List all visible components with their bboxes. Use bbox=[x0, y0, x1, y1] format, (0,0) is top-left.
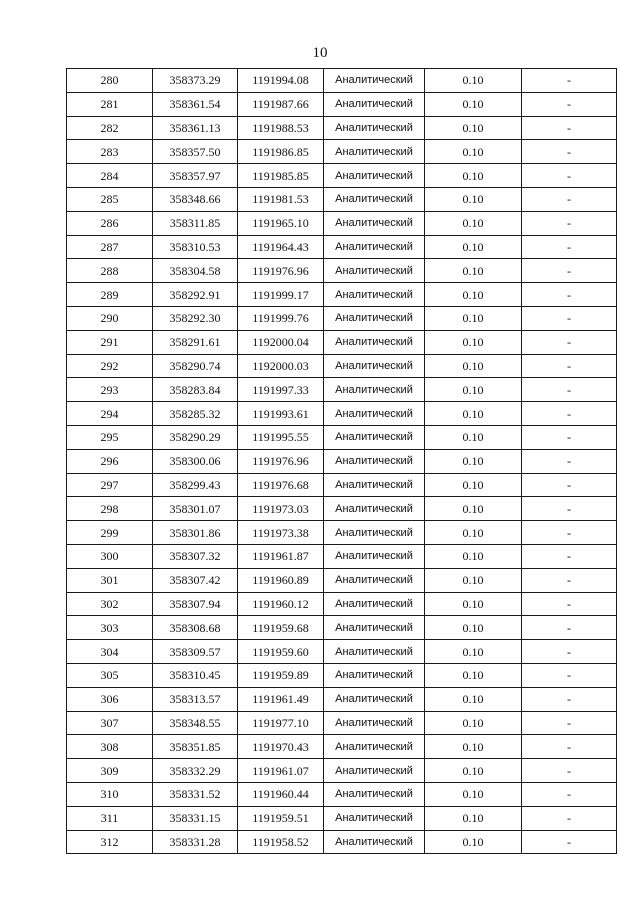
point-number-cell: 302 bbox=[67, 592, 153, 616]
accuracy-cell: 0.10 bbox=[425, 378, 522, 402]
table-row bbox=[67, 830, 617, 854]
accuracy-cell: 0.10 bbox=[425, 473, 522, 497]
table-row bbox=[67, 354, 617, 378]
note-cell: - bbox=[522, 497, 617, 521]
x-coordinate-cell: 358291.61 bbox=[153, 330, 238, 354]
note-cell: - bbox=[522, 521, 617, 545]
y-coordinate-cell: 1191985.85 bbox=[238, 164, 324, 188]
point-number-cell: 298 bbox=[67, 497, 153, 521]
table-row bbox=[67, 592, 617, 616]
table-row bbox=[67, 759, 617, 783]
y-coordinate-cell: 1191960.12 bbox=[238, 592, 324, 616]
x-coordinate-cell: 358351.85 bbox=[153, 735, 238, 759]
method-cell: Аналитический bbox=[324, 306, 425, 330]
note-cell: - bbox=[522, 425, 617, 449]
point-number-cell: 296 bbox=[67, 449, 153, 473]
accuracy-cell: 0.10 bbox=[425, 497, 522, 521]
accuracy-cell: 0.10 bbox=[425, 116, 522, 140]
point-number-cell: 306 bbox=[67, 687, 153, 711]
method-cell: Аналитический bbox=[324, 211, 425, 235]
table-row bbox=[67, 235, 617, 259]
accuracy-cell: 0.10 bbox=[425, 568, 522, 592]
method-cell: Аналитический bbox=[324, 687, 425, 711]
method-cell: Аналитический bbox=[324, 402, 425, 426]
accuracy-cell: 0.10 bbox=[425, 544, 522, 568]
note-cell: - bbox=[522, 259, 617, 283]
note-cell: - bbox=[522, 378, 617, 402]
y-coordinate-cell: 1191999.76 bbox=[238, 306, 324, 330]
point-number-cell: 308 bbox=[67, 735, 153, 759]
note-cell: - bbox=[522, 735, 617, 759]
note-cell: - bbox=[522, 116, 617, 140]
point-number-cell: 307 bbox=[67, 711, 153, 735]
x-coordinate-cell: 358309.57 bbox=[153, 640, 238, 664]
accuracy-cell: 0.10 bbox=[425, 92, 522, 116]
method-cell: Аналитический bbox=[324, 711, 425, 735]
point-number-cell: 292 bbox=[67, 354, 153, 378]
y-coordinate-cell: 1191994.08 bbox=[238, 69, 324, 93]
y-coordinate-cell: 1191965.10 bbox=[238, 211, 324, 235]
point-number-cell: 290 bbox=[67, 306, 153, 330]
method-cell: Аналитический bbox=[324, 592, 425, 616]
y-coordinate-cell: 1192000.04 bbox=[238, 330, 324, 354]
note-cell: - bbox=[522, 663, 617, 687]
note-cell: - bbox=[522, 687, 617, 711]
note-cell: - bbox=[522, 473, 617, 497]
point-number-cell: 286 bbox=[67, 211, 153, 235]
accuracy-cell: 0.10 bbox=[425, 830, 522, 854]
point-number-cell: 289 bbox=[67, 283, 153, 307]
table-row bbox=[67, 259, 617, 283]
x-coordinate-cell: 358307.32 bbox=[153, 544, 238, 568]
x-coordinate-cell: 358299.43 bbox=[153, 473, 238, 497]
x-coordinate-cell: 358348.55 bbox=[153, 711, 238, 735]
point-number-cell: 285 bbox=[67, 187, 153, 211]
note-cell: - bbox=[522, 92, 617, 116]
method-cell: Аналитический bbox=[324, 92, 425, 116]
table-row bbox=[67, 806, 617, 830]
method-cell: Аналитический bbox=[324, 640, 425, 664]
table-row bbox=[67, 330, 617, 354]
y-coordinate-cell: 1191961.87 bbox=[238, 544, 324, 568]
method-cell: Аналитический bbox=[324, 616, 425, 640]
x-coordinate-cell: 358290.29 bbox=[153, 425, 238, 449]
table-row bbox=[67, 735, 617, 759]
table-row bbox=[67, 140, 617, 164]
method-cell: Аналитический bbox=[324, 735, 425, 759]
method-cell: Аналитический bbox=[324, 449, 425, 473]
x-coordinate-cell: 358310.45 bbox=[153, 663, 238, 687]
note-cell: - bbox=[522, 449, 617, 473]
note-cell: - bbox=[522, 187, 617, 211]
y-coordinate-cell: 1191958.52 bbox=[238, 830, 324, 854]
table-row bbox=[67, 211, 617, 235]
method-cell: Аналитический bbox=[324, 663, 425, 687]
accuracy-cell: 0.10 bbox=[425, 259, 522, 283]
table-row bbox=[67, 687, 617, 711]
accuracy-cell: 0.10 bbox=[425, 616, 522, 640]
note-cell: - bbox=[522, 402, 617, 426]
accuracy-cell: 0.10 bbox=[425, 592, 522, 616]
table-row bbox=[67, 425, 617, 449]
y-coordinate-cell: 1191961.49 bbox=[238, 687, 324, 711]
table-row bbox=[67, 306, 617, 330]
accuracy-cell: 0.10 bbox=[425, 354, 522, 378]
x-coordinate-cell: 358361.54 bbox=[153, 92, 238, 116]
y-coordinate-cell: 1191961.07 bbox=[238, 759, 324, 783]
accuracy-cell: 0.10 bbox=[425, 187, 522, 211]
x-coordinate-cell: 358290.74 bbox=[153, 354, 238, 378]
coordinates-table bbox=[66, 68, 617, 854]
table-row bbox=[67, 711, 617, 735]
note-cell: - bbox=[522, 235, 617, 259]
x-coordinate-cell: 358357.50 bbox=[153, 140, 238, 164]
y-coordinate-cell: 1191977.10 bbox=[238, 711, 324, 735]
accuracy-cell: 0.10 bbox=[425, 283, 522, 307]
accuracy-cell: 0.10 bbox=[425, 69, 522, 93]
y-coordinate-cell: 1191976.96 bbox=[238, 449, 324, 473]
method-cell: Аналитический bbox=[324, 283, 425, 307]
table-row bbox=[67, 521, 617, 545]
y-coordinate-cell: 1191986.85 bbox=[238, 140, 324, 164]
method-cell: Аналитический bbox=[324, 497, 425, 521]
y-coordinate-cell: 1191959.51 bbox=[238, 806, 324, 830]
note-cell: - bbox=[522, 806, 617, 830]
point-number-cell: 305 bbox=[67, 663, 153, 687]
note-cell: - bbox=[522, 711, 617, 735]
method-cell: Аналитический bbox=[324, 354, 425, 378]
note-cell: - bbox=[522, 306, 617, 330]
x-coordinate-cell: 358301.07 bbox=[153, 497, 238, 521]
accuracy-cell: 0.10 bbox=[425, 235, 522, 259]
table-row bbox=[67, 544, 617, 568]
accuracy-cell: 0.10 bbox=[425, 164, 522, 188]
y-coordinate-cell: 1191981.53 bbox=[238, 187, 324, 211]
method-cell: Аналитический bbox=[324, 759, 425, 783]
method-cell: Аналитический bbox=[324, 544, 425, 568]
table-row bbox=[67, 116, 617, 140]
method-cell: Аналитический bbox=[324, 830, 425, 854]
method-cell: Аналитический bbox=[324, 69, 425, 93]
point-number-cell: 312 bbox=[67, 830, 153, 854]
table-row bbox=[67, 568, 617, 592]
x-coordinate-cell: 358307.94 bbox=[153, 592, 238, 616]
method-cell: Аналитический bbox=[324, 187, 425, 211]
note-cell: - bbox=[522, 759, 617, 783]
x-coordinate-cell: 358332.29 bbox=[153, 759, 238, 783]
accuracy-cell: 0.10 bbox=[425, 521, 522, 545]
table-row bbox=[67, 663, 617, 687]
table-row bbox=[67, 187, 617, 211]
x-coordinate-cell: 358331.15 bbox=[153, 806, 238, 830]
x-coordinate-cell: 358313.57 bbox=[153, 687, 238, 711]
point-number-cell: 309 bbox=[67, 759, 153, 783]
table-row bbox=[67, 473, 617, 497]
table-body bbox=[67, 69, 617, 854]
x-coordinate-cell: 358357.97 bbox=[153, 164, 238, 188]
point-number-cell: 297 bbox=[67, 473, 153, 497]
note-cell: - bbox=[522, 782, 617, 806]
y-coordinate-cell: 1191959.60 bbox=[238, 640, 324, 664]
table-row bbox=[67, 69, 617, 93]
point-number-cell: 293 bbox=[67, 378, 153, 402]
point-number-cell: 301 bbox=[67, 568, 153, 592]
x-coordinate-cell: 358292.30 bbox=[153, 306, 238, 330]
note-cell: - bbox=[522, 568, 617, 592]
table-row bbox=[67, 616, 617, 640]
note-cell: - bbox=[522, 592, 617, 616]
x-coordinate-cell: 358304.58 bbox=[153, 259, 238, 283]
point-number-cell: 303 bbox=[67, 616, 153, 640]
x-coordinate-cell: 358348.66 bbox=[153, 187, 238, 211]
y-coordinate-cell: 1191970.43 bbox=[238, 735, 324, 759]
y-coordinate-cell: 1191999.17 bbox=[238, 283, 324, 307]
note-cell: - bbox=[522, 640, 617, 664]
x-coordinate-cell: 358310.53 bbox=[153, 235, 238, 259]
note-cell: - bbox=[522, 211, 617, 235]
note-cell: - bbox=[522, 283, 617, 307]
point-number-cell: 282 bbox=[67, 116, 153, 140]
y-coordinate-cell: 1191976.96 bbox=[238, 259, 324, 283]
accuracy-cell: 0.10 bbox=[425, 711, 522, 735]
accuracy-cell: 0.10 bbox=[425, 687, 522, 711]
point-number-cell: 310 bbox=[67, 782, 153, 806]
y-coordinate-cell: 1191973.38 bbox=[238, 521, 324, 545]
point-number-cell: 291 bbox=[67, 330, 153, 354]
note-cell: - bbox=[522, 140, 617, 164]
x-coordinate-cell: 358311.85 bbox=[153, 211, 238, 235]
point-number-cell: 281 bbox=[67, 92, 153, 116]
note-cell: - bbox=[522, 354, 617, 378]
point-number-cell: 300 bbox=[67, 544, 153, 568]
point-number-cell: 311 bbox=[67, 806, 153, 830]
page-number: 10 bbox=[312, 45, 328, 61]
y-coordinate-cell: 1191995.55 bbox=[238, 425, 324, 449]
point-number-cell: 294 bbox=[67, 402, 153, 426]
y-coordinate-cell: 1191960.44 bbox=[238, 782, 324, 806]
y-coordinate-cell: 1191973.03 bbox=[238, 497, 324, 521]
x-coordinate-cell: 358283.84 bbox=[153, 378, 238, 402]
x-coordinate-cell: 358301.86 bbox=[153, 521, 238, 545]
note-cell: - bbox=[522, 69, 617, 93]
note-cell: - bbox=[522, 330, 617, 354]
method-cell: Аналитический bbox=[324, 782, 425, 806]
y-coordinate-cell: 1191976.68 bbox=[238, 473, 324, 497]
method-cell: Аналитический bbox=[324, 259, 425, 283]
note-cell: - bbox=[522, 164, 617, 188]
note-cell: - bbox=[522, 830, 617, 854]
table-row bbox=[67, 92, 617, 116]
method-cell: Аналитический bbox=[324, 116, 425, 140]
method-cell: Аналитический bbox=[324, 521, 425, 545]
table-row bbox=[67, 497, 617, 521]
accuracy-cell: 0.10 bbox=[425, 449, 522, 473]
y-coordinate-cell: 1192000.03 bbox=[238, 354, 324, 378]
x-coordinate-cell: 358292.91 bbox=[153, 283, 238, 307]
point-number-cell: 304 bbox=[67, 640, 153, 664]
table-row bbox=[67, 782, 617, 806]
method-cell: Аналитический bbox=[324, 473, 425, 497]
method-cell: Аналитический bbox=[324, 568, 425, 592]
y-coordinate-cell: 1191959.68 bbox=[238, 616, 324, 640]
accuracy-cell: 0.10 bbox=[425, 735, 522, 759]
x-coordinate-cell: 358308.68 bbox=[153, 616, 238, 640]
method-cell: Аналитический bbox=[324, 425, 425, 449]
point-number-cell: 299 bbox=[67, 521, 153, 545]
y-coordinate-cell: 1191997.33 bbox=[238, 378, 324, 402]
method-cell: Аналитический bbox=[324, 378, 425, 402]
accuracy-cell: 0.10 bbox=[425, 330, 522, 354]
accuracy-cell: 0.10 bbox=[425, 306, 522, 330]
accuracy-cell: 0.10 bbox=[425, 402, 522, 426]
accuracy-cell: 0.10 bbox=[425, 640, 522, 664]
accuracy-cell: 0.10 bbox=[425, 140, 522, 164]
point-number-cell: 295 bbox=[67, 425, 153, 449]
y-coordinate-cell: 1191959.89 bbox=[238, 663, 324, 687]
accuracy-cell: 0.10 bbox=[425, 663, 522, 687]
table-row bbox=[67, 402, 617, 426]
table-row bbox=[67, 378, 617, 402]
point-number-cell: 287 bbox=[67, 235, 153, 259]
y-coordinate-cell: 1191988.53 bbox=[238, 116, 324, 140]
point-number-cell: 284 bbox=[67, 164, 153, 188]
table-row bbox=[67, 449, 617, 473]
method-cell: Аналитический bbox=[324, 806, 425, 830]
accuracy-cell: 0.10 bbox=[425, 211, 522, 235]
x-coordinate-cell: 358331.28 bbox=[153, 830, 238, 854]
point-number-cell: 283 bbox=[67, 140, 153, 164]
table-row bbox=[67, 640, 617, 664]
y-coordinate-cell: 1191960.89 bbox=[238, 568, 324, 592]
y-coordinate-cell: 1191964.43 bbox=[238, 235, 324, 259]
point-number-cell: 280 bbox=[67, 69, 153, 93]
accuracy-cell: 0.10 bbox=[425, 806, 522, 830]
point-number-cell: 288 bbox=[67, 259, 153, 283]
method-cell: Аналитический bbox=[324, 330, 425, 354]
x-coordinate-cell: 358373.29 bbox=[153, 69, 238, 93]
table-row bbox=[67, 164, 617, 188]
x-coordinate-cell: 358307.42 bbox=[153, 568, 238, 592]
table-row bbox=[67, 283, 617, 307]
x-coordinate-cell: 358361.13 bbox=[153, 116, 238, 140]
method-cell: Аналитический bbox=[324, 164, 425, 188]
note-cell: - bbox=[522, 544, 617, 568]
accuracy-cell: 0.10 bbox=[425, 425, 522, 449]
accuracy-cell: 0.10 bbox=[425, 782, 522, 806]
method-cell: Аналитический bbox=[324, 140, 425, 164]
x-coordinate-cell: 358285.32 bbox=[153, 402, 238, 426]
accuracy-cell: 0.10 bbox=[425, 759, 522, 783]
method-cell: Аналитический bbox=[324, 235, 425, 259]
x-coordinate-cell: 358300.06 bbox=[153, 449, 238, 473]
y-coordinate-cell: 1191987.66 bbox=[238, 92, 324, 116]
y-coordinate-cell: 1191993.61 bbox=[238, 402, 324, 426]
x-coordinate-cell: 358331.52 bbox=[153, 782, 238, 806]
note-cell: - bbox=[522, 616, 617, 640]
